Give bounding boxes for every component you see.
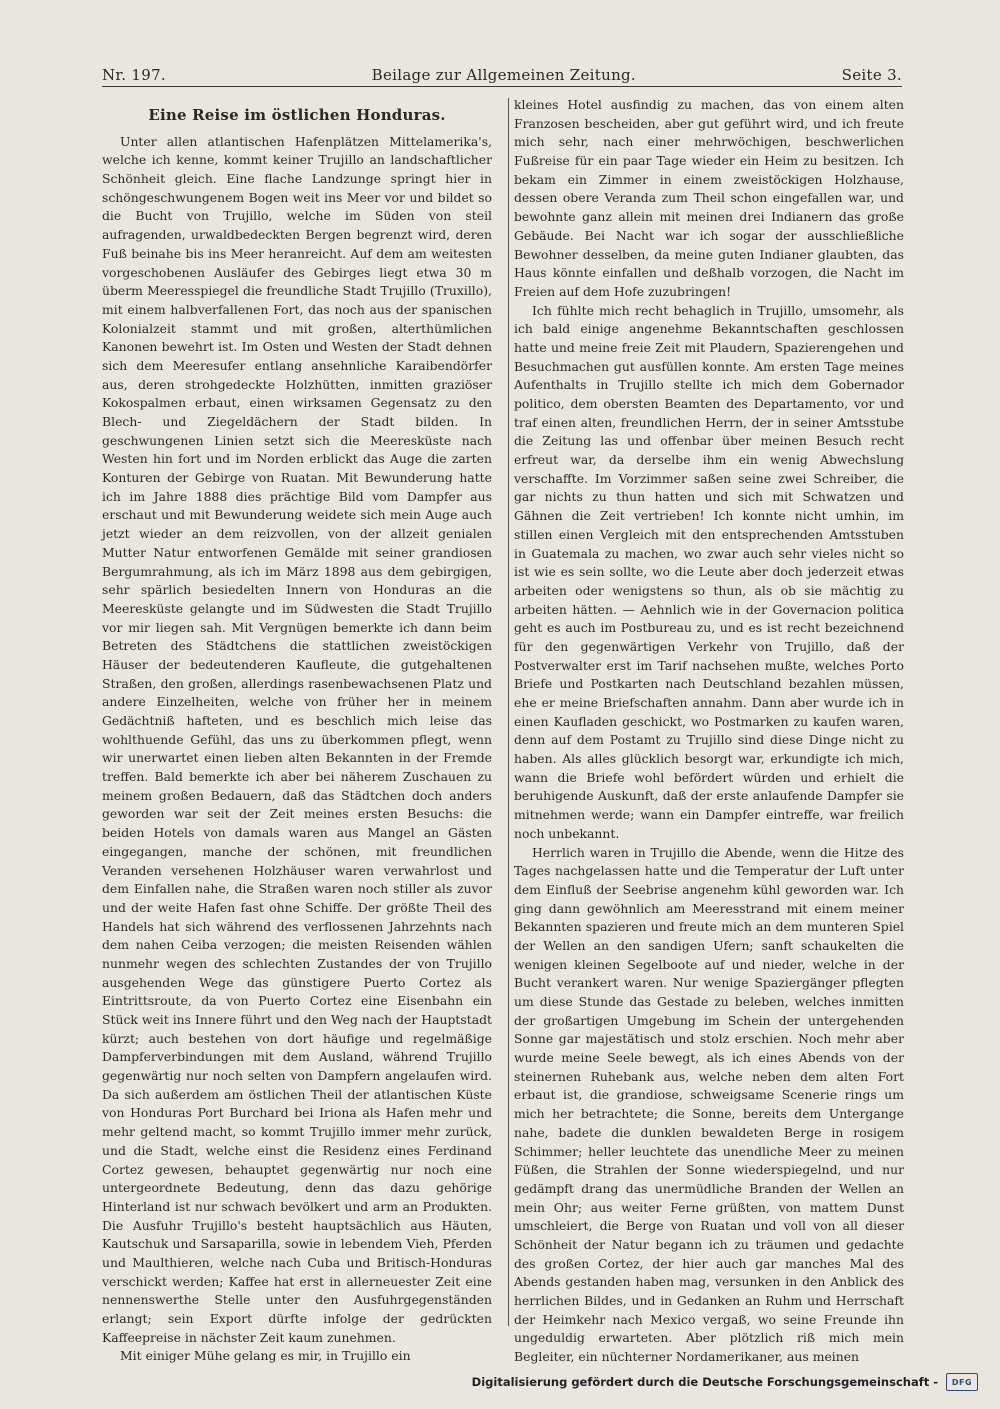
right-column <box>514 96 904 1367</box>
paragraph: Mit einiger Mühe gelang es mir, in Trujillo ein <box>120 1348 411 1364</box>
dfg-logo: DFG <box>946 1373 978 1391</box>
article-title: Eine Reise im östlichen Honduras. <box>148 106 446 124</box>
paragraph: kleines Hotel ausfindig zu machen, das von einem alten Franzosen bescheiden, aber gut geführt wird, und ich freute mich sehr, nach einer mehrwöchigen, beschwerlichen Fußreise für ein paar Tage wieder ein Heim zu besitzen. Ich bekam ein Zimmer in einem zweistöckigen Holzhause, dessen obere Veranda zum Theil schon eingefallen war, und bewohnte ganz allein mit meinen drei Indianern das große Gebäude. Bei Nacht war ich sogar der ausschließliche Bewohner desselben, da meine guten Indianer glaubten, das Haus könnte einfallen und deßhalb vorzogen, die Nacht im Freien auf dem Hofe zuzubringen! <box>514 97 904 299</box>
paragraph: Ich fühlte mich recht behaglich in Trujillo, umsomehr, als ich bald einige angenehme Bekanntschaften geschlossen hatte und meine freie Zeit mit Plaudern, Spazierengehen und Besuchmachen gut ausfüllen konnte. Am ersten Tage meines Aufenthalts in Trujillo stellte ich mich dem Gobernador politico, dem obersten Beamten des Departamento, vor und traf einen alten, freundlichen Herrn, der in seiner Amtsstube die Zeitung las und offenbar über meinen Besuch recht erfreut war, da derselbe ihm ein wenig Abwechslung verschaffte. Im Vorzimmer saßen seine zwei Schreiber, die gar nichts zu thun hatten und sich mit Schwatzen und Gähnen die Zeit vertrieben! Ich konnte nicht umhin, im stillen einen Vergleich mit den entsprechenden Amtsstuben in Guatemala zu machen, wo zwar auch sehr vieles nicht so ist wie es sein sollte, wo die Leute aber doch jederzeit etwas arbeiten oder wenigstens so thun, als ob sie mächtig zu arbeiten hätten. — Aehnlich wie in der Governacion politica geht es auch im Postbureau zu, und es ist recht bezeichnend für den gegenwärtigen Verkehr von Trujillo, daß der Postverwalter erst im Tarif nachsehen mußte, welches Porto Briefe und Postkarten nach Deutschland bezahlen müssen, ehe er meine Briefschaften annahm. Dann aber wurde ich in einen Kaufladen geschickt, wo Postmarken zu kaufen waren, denn auf dem Postamt zu Trujillo sind diese Dinge nicht zu haben. Als alles glücklich besorgt war, erkundigte ich mich, wann die Briefe wohl befördert würden und erhielt die beruhigende Auskunft, daß der erste anlaufende Dampfer sie mitnehmen werde; wann ein Dampfer eintreffe, war freilich noch unbekannt. <box>514 302 904 841</box>
issue-number: Nr. 197. <box>102 66 166 84</box>
left-column <box>102 102 492 1366</box>
publication-title: Beilage zur Allgemeinen Zeitung. <box>371 66 636 84</box>
header-rule <box>102 86 902 87</box>
newspaper-page <box>72 54 932 1364</box>
paragraph: Unter allen atlantischen Hafenplätzen Mittelamerika's, welche ich kenne, kommt keiner Trujillo an landschaftlicher Schönheit gleich. Eine flache Landzunge springt hier in schöngeschwungenem Bogen weit ins Meer vor und bildet so die Bucht von Trujillo, welche im Süden von steil aufragenden, urwaldbedeckten Bergen begrenzt wird, deren Fuß beinahe bis ins Meer heranreicht. Auf dem am weitesten vorgeschobenen Ausläufer des Gebirges liegt etwa 30 m überm Meeresspiegel die freundliche Stadt Trujillo (Truxillo), mit einem halbverfallenen Fort, das noch aus der spanischen Kolonialzeit stammt und mit großen, alterthümlichen Kanonen bewehrt ist. Im Osten und Westen der Stadt dehnen sich dem Meeresufer entlang ansehnliche Karaibendörfer aus, deren strohgedeckte Holzhütten, inmitten graziöser Kokospalmen erbaut, einen wirksamen Gegensatz zu den Blech- und Ziegeldächern der Stadt bilden. In geschwungenen Linien setzt sich die Meeresküste nach Westen hin fort und im Norden erblickt das Auge die zarten Konturen der Gebirge von Ruatan. Mit Bewunderung hatte ich im Jahre 1888 dies prächtige Bild vom Dampfer aus erschaut und mit Bewunderung weidete sich mein Auge auch jetzt wieder an dem reizvollen, von der allzeit genialen Mutter Natur entworfenen Gemälde mit seiner grandiosen Bergumrahmung, als ich im März 1898 aus dem gebirgigen, sehr spärlich besiedelten Innern von Honduras an die Meeresküste gelangte und im Südwesten die Stadt Trujillo vor mir liegen sah. Mit Vergnügen bemerkte ich dann beim Betreten des Städtchens die stattlichen zweistöckigen Häuser der bedeutenderen Kaufleute, die gutgehaltenen Straßen, den großen, allerdings rasenbewachsenen Platz und andere Einzelheiten, welche von früher her in meinem Gedächtniß hafteten, und es beschlich mich leise das wohlthuende Gefühl, das uns zu überkommen pflegt, wenn wir unerwartet einen lieben alten Bekannten in der Fremde treffen. Bald bemerkte ich aber bei näherem Zuschauen zu meinem großen Bedauern, daß das Städtchen doch anders geworden war seit der Zeit meines ersten Besuchs: die beiden Hotels von damals waren aus Mangel an Gästen eingegangen, manche der schönen, mit freundlichen Veranden versehenen Holzhäuser waren verwahrlost und dem Einfallen nahe, die Straßen waren noch stiller als zuvor und der weite Hafen fast ohne Schiffe. Der größte Theil des Handels hat sich während des verflossenen Jahrzehnts nach dem nahen Ceiba verzogen; die meisten Reisenden wählen nunmehr wegen des schlechten Zustandes der von Trujillo ausgehenden Wege das günstigere Puerto Cortez als Eintrittsroute, da von Puerto Cortez eine Eisenbahn ein Stück weit ins Innere führt und den Weg nach der Hauptstadt kürzt; auch bestehen von dort häufige und regelmäßige Dampferverbindungen mit dem Ausland, während Trujillo gegenwärtig nur noch selten von Dampfern angelaufen wird. Da sich außerdem am östlichen Theil der atlantischen Küste von Honduras Port Burchard bei Iriona als Hafen mehr und mehr geltend macht, so kommt Trujillo immer mehr zurück, und die Stadt, welche einst die Residenz eines Ferdinand Cortez gewesen, behauptet gegenwärtig nur noch eine untergeordnete Bedeutung, denn das dazu gehörige Hinterland ist nur schwach bevölkert und arm an Produkten. Die Ausfuhr Trujillo's besteht hauptsächlich aus Häuten, Kautschuk und Sarsaparilla, sowie in lebendem Vieh, Pferden und Maulthieren, welche nach Cuba und Britisch-Honduras verschickt werden; Kaffee hat erst in allerneuester Zeit eine nennenswerthe Stelle unter den Ausfuhrgegenständen erlangt; sein Export dürfte infolge der gedrückten Kaffeepreise in nächster Zeit kaum zunehmen. <box>102 133 492 1345</box>
page-number: Seite 3. <box>841 66 902 84</box>
paragraph: Herrlich waren in Trujillo die Abende, wenn die Hitze des Tages nachgelassen hatte und die Temperatur der Luft unter dem Einfluß der Seebrise angenehm kühl geworden war. Ich ging dann gewöhnlich am Meeresstrand mit einem meiner Bekannten spazieren und freute mich an dem munteren Spiel der Wellen an den sandigen Ufern; sanft schaukelten die wenigen kleinen Segelboote auf und nieder, welche in der Bucht verankert waren. Nur wenige Spaziergänger pflegten um diese Stunde das Gestade zu beleben, welches inmitten der großartigen Umgebung im Schein der untergehenden Sonne gar majestätisch und stolz erschien. Noch mehr aber wurde meine Seele bewegt, als ich eines Abends von der steinernen Ruhebank aus, welche neben dem alten Fort erbaut ist, die grandiose, schweigsame Scenerie rings um mich her betrachtete; die Sonne, bereits dem Untergange nahe, badete die dunklen bewaldeten Berge in rosigem Schimmer; heller leuchtete das unendliche Meer zu meinen Füßen, die Strahlen der Sonne wiederspiegelnd, und nur gedämpft drang das unermüdliche Branden der Wellen an mein Ohr; aus weiter Ferne grüßten, von mattem Dunst umschleiert, die Berge von Ruatan und voll von all dieser Schönheit der Natur begann ich zu träumen und gedachte des großen Cortez, der hier auch gar manches Mal des Abends gestanden haben mag, versunken in den Anblick des herrlichen Bildes, und in Gedanken an Ruhm und Herrschaft der Heimkehr nach Mexico vergaß, wo seine Freunde ihn ungeduldig erwarteten. Aber plötzlich riß mich mein Begleiter, ein nüchterner Nordamerikaner, aus meinen <box>514 844 904 1365</box>
digitization-footer <box>472 1373 978 1391</box>
column-divider <box>508 98 509 1326</box>
page-header <box>102 60 902 84</box>
digitization-credit: Digitalisierung gefördert durch die Deutsche Forschungsgemeinschaft - <box>471 1375 938 1389</box>
